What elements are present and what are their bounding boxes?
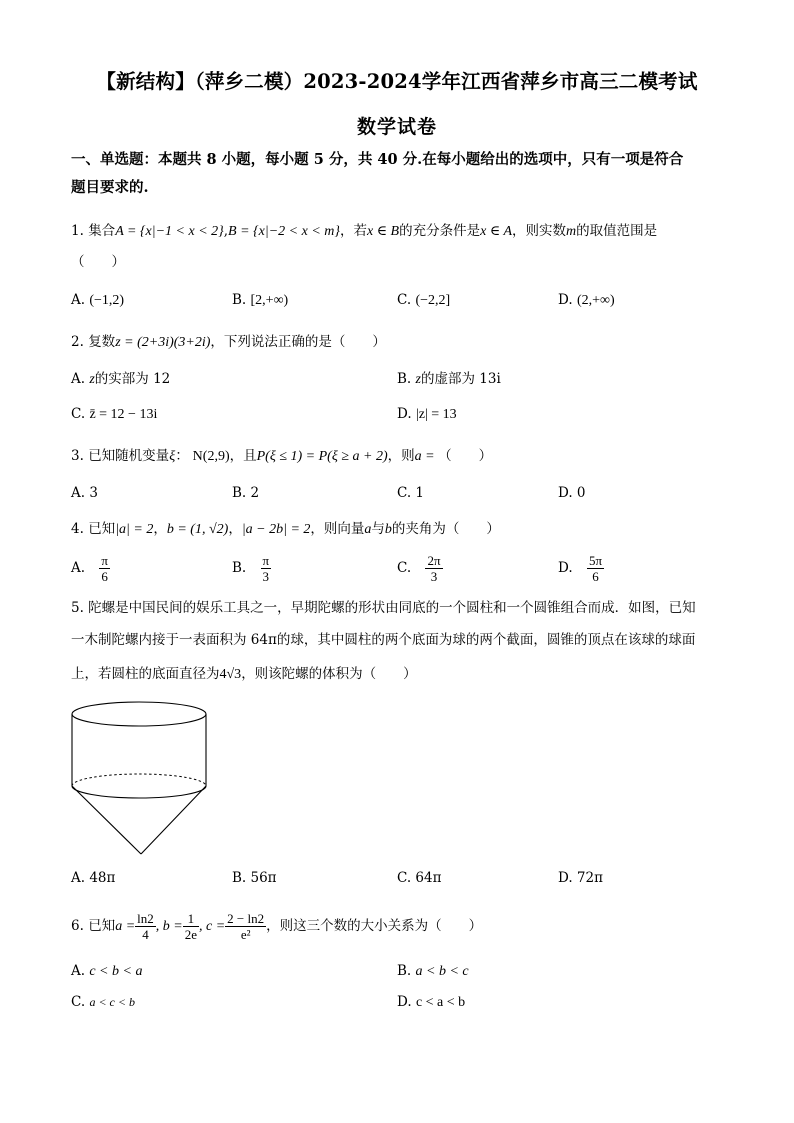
question-6-stem [71, 911, 482, 942]
numerator: π [101, 553, 108, 568]
q3-option-c[interactable]: C. 1 [397, 485, 425, 501]
option-value: a < b < c [415, 964, 469, 979]
option-label: A. [71, 560, 86, 576]
q1-option-a[interactable] [71, 290, 124, 311]
option-value: (−1,2) [89, 293, 125, 308]
question-number: 1. [71, 223, 84, 239]
set-b: B = {x|−2 < x < m} [228, 224, 340, 239]
section-line-2: 题目要求的. [71, 179, 149, 196]
q1-option-c[interactable] [397, 290, 450, 311]
question-text: 已知 [88, 521, 116, 537]
option-label: D. [397, 406, 412, 422]
denominator: 3 [262, 569, 270, 584]
question-3-stem [71, 446, 492, 467]
condition: |a − 2b| = 2 [241, 522, 311, 537]
variable: z [89, 372, 95, 387]
option-label: C. [71, 406, 86, 422]
exam-subtitle: 数学试卷 [356, 116, 437, 138]
section-line-1: 一、单选题：本题共 8 小题，每小题 5 分，共 40 分.在每小题给出的选项中，只有一项是符合 [71, 151, 684, 168]
variable: m [566, 224, 577, 239]
cylinder-bottom-hidden-arc [72, 774, 206, 786]
probability-equation: P(ξ ≤ 1) = P(ξ ≥ a + 2) [256, 449, 388, 464]
question-paren: （ ） [438, 448, 493, 464]
option-label: A. [71, 371, 86, 387]
option-value: (−2,2] [415, 293, 451, 308]
option-label: C. [71, 994, 86, 1010]
denominator: 3 [430, 569, 438, 584]
separator: , [223, 223, 229, 239]
q5-option-b[interactable]: B. 56π [232, 870, 277, 886]
numerator: 2 − ln2 [227, 911, 265, 926]
option-label: D. [397, 994, 412, 1010]
option-label: B. [232, 292, 247, 308]
question-text: ，则向量 [310, 521, 365, 537]
q3-option-d[interactable]: D. 0 [558, 485, 586, 501]
fraction [261, 553, 272, 584]
q1-option-b[interactable] [232, 290, 288, 311]
q2-option-c[interactable] [71, 404, 157, 425]
q6-option-c[interactable] [71, 992, 135, 1012]
denominator: 4 [142, 927, 149, 942]
denominator: e² [240, 927, 251, 942]
question-text: 已知 [88, 918, 116, 934]
lhs-a: a = [115, 919, 136, 934]
q5-option-d[interactable]: D. 72π [558, 870, 603, 886]
option-label: B. [232, 560, 247, 576]
numerator: 2π [427, 553, 441, 568]
distribution: ： N(2,9) [175, 449, 230, 464]
question-text: ，则这三个数的大小关系为（ ） [266, 918, 483, 934]
lhs-b: , b = [155, 919, 183, 934]
q3-option-b[interactable]: B. 2 [232, 485, 260, 501]
question-5-line-1: 5. 陀螺是中国民间的娱乐工具之一，早期陀螺的形状由同底的一个圆柱和一个圆锥组合而成．如图，已知 [71, 600, 696, 616]
q2-option-a[interactable] [71, 369, 170, 390]
question-text: ，则 [387, 448, 415, 464]
question-1-stem [71, 221, 657, 242]
question-number: 3. [71, 448, 84, 464]
option-value: (2,+∞) [576, 293, 615, 308]
fraction [99, 553, 110, 584]
question-5-line-3 [71, 664, 417, 685]
lhs-c: , c = [199, 919, 226, 934]
numerator: 1 [183, 911, 199, 927]
question-4-stem: 4. 已知|a| = 2，b = (1, √2)，|a − 2b| = 2，则向量a与b的夹角为（ ） [71, 521, 500, 537]
question-text: ，若 [339, 223, 367, 239]
q1-option-d[interactable] [558, 290, 615, 311]
option-value: z̄ = 12 − 13i [89, 407, 158, 422]
question-number: 6. [71, 918, 84, 934]
q2-option-d[interactable] [397, 404, 457, 425]
question-text: 集合 [88, 223, 116, 239]
question-text: ，且 [229, 448, 257, 464]
option-value: a < c < b [89, 995, 135, 1009]
question-text: 的取值范围是 [576, 223, 658, 239]
option-label: B. [397, 963, 412, 979]
vector-b: b [384, 522, 392, 537]
question-2-stem [71, 332, 386, 353]
denominator: 6 [592, 569, 599, 584]
q4-option-d[interactable] [558, 553, 604, 584]
fraction-c [225, 911, 266, 942]
question-text: 上，若圆柱的底面直径为 [71, 666, 220, 682]
option-value: |z| = 13 [415, 407, 457, 422]
question-number: 4. [71, 521, 84, 537]
denominator: 2e [184, 927, 197, 942]
option-label: D. [558, 560, 573, 576]
numerator: π [262, 553, 270, 568]
condition: |a| = 2 [115, 522, 154, 537]
option-label: C. [397, 560, 412, 576]
option-text: 的虚部为 13i [420, 371, 501, 387]
ask-variable: a = [414, 449, 439, 464]
q6-option-a[interactable] [71, 961, 142, 982]
condition: b = (1, √2) [166, 522, 229, 537]
condition: x ∈ B [366, 224, 400, 239]
question-text: 的夹角为（ ） [391, 521, 500, 537]
fraction-b [183, 911, 199, 942]
option-label: C. [397, 292, 412, 308]
fraction [425, 553, 442, 584]
complex-expression: z = (2+3i)(3+2i) [115, 335, 211, 350]
option-value: [2,+∞) [250, 293, 289, 308]
q6-option-d[interactable] [397, 992, 465, 1013]
cylinder-bottom-front-arc [72, 786, 206, 798]
question-text: ，则该陀螺的体积为（ ） [241, 666, 417, 682]
condition: x ∈ A [480, 224, 513, 239]
question-text: ，则实数 [512, 223, 567, 239]
q2-option-b[interactable] [397, 369, 501, 390]
fraction [587, 553, 604, 584]
cylinder-top-ellipse [72, 702, 206, 726]
option-label: B. [397, 371, 412, 387]
question-text: 的充分条件是 [399, 223, 481, 239]
question-text: 与 [371, 521, 385, 537]
q5-option-a[interactable]: A. 48π [71, 870, 116, 886]
numerator: 5π [588, 553, 603, 568]
denominator: 6 [101, 569, 108, 584]
q4-option-c[interactable] [397, 553, 443, 584]
option-label: D. [558, 292, 573, 308]
question-1-paren: （ ） [71, 254, 125, 270]
variable: ξ [169, 449, 176, 464]
question-number: 2. [71, 334, 84, 350]
set-a: A = {x|−1 < x < 2} [115, 224, 224, 239]
section-instructions [71, 146, 731, 202]
q5-option-c[interactable]: C. 64π [397, 870, 442, 886]
numerator: ln2 [137, 911, 154, 926]
variable: z [415, 372, 421, 387]
question-5-line-2: 一木制陀螺内接于一表面积为 64π的球，其中圆柱的两个底面为球的两个截面，圆锥的顶点在该球的球面 [71, 632, 696, 648]
q4-option-a[interactable] [71, 553, 110, 584]
option-label: A. [71, 292, 86, 308]
option-text: 的实部为 12 [94, 371, 171, 387]
question-text: 复数 [88, 334, 116, 350]
exam-title: 【新结构】（萍乡二模）2023-2024学年江西省萍乡市高三二模考试 [96, 70, 698, 93]
q6-option-b[interactable] [397, 961, 469, 982]
q4-option-b[interactable] [232, 553, 271, 584]
fraction-a [135, 911, 156, 942]
diameter-value: 4√3 [219, 667, 242, 682]
option-value: c < a < b [415, 995, 466, 1010]
option-label: A. [71, 963, 86, 979]
question-text: 已知随机变量 [88, 448, 170, 464]
option-value: c < b < a [89, 964, 143, 979]
q3-option-a[interactable]: A. 3 [71, 485, 98, 501]
vector-a: a [364, 522, 372, 537]
question-text: ，下列说法正确的是（ ） [210, 334, 386, 350]
spinning-top-figure [68, 700, 213, 860]
